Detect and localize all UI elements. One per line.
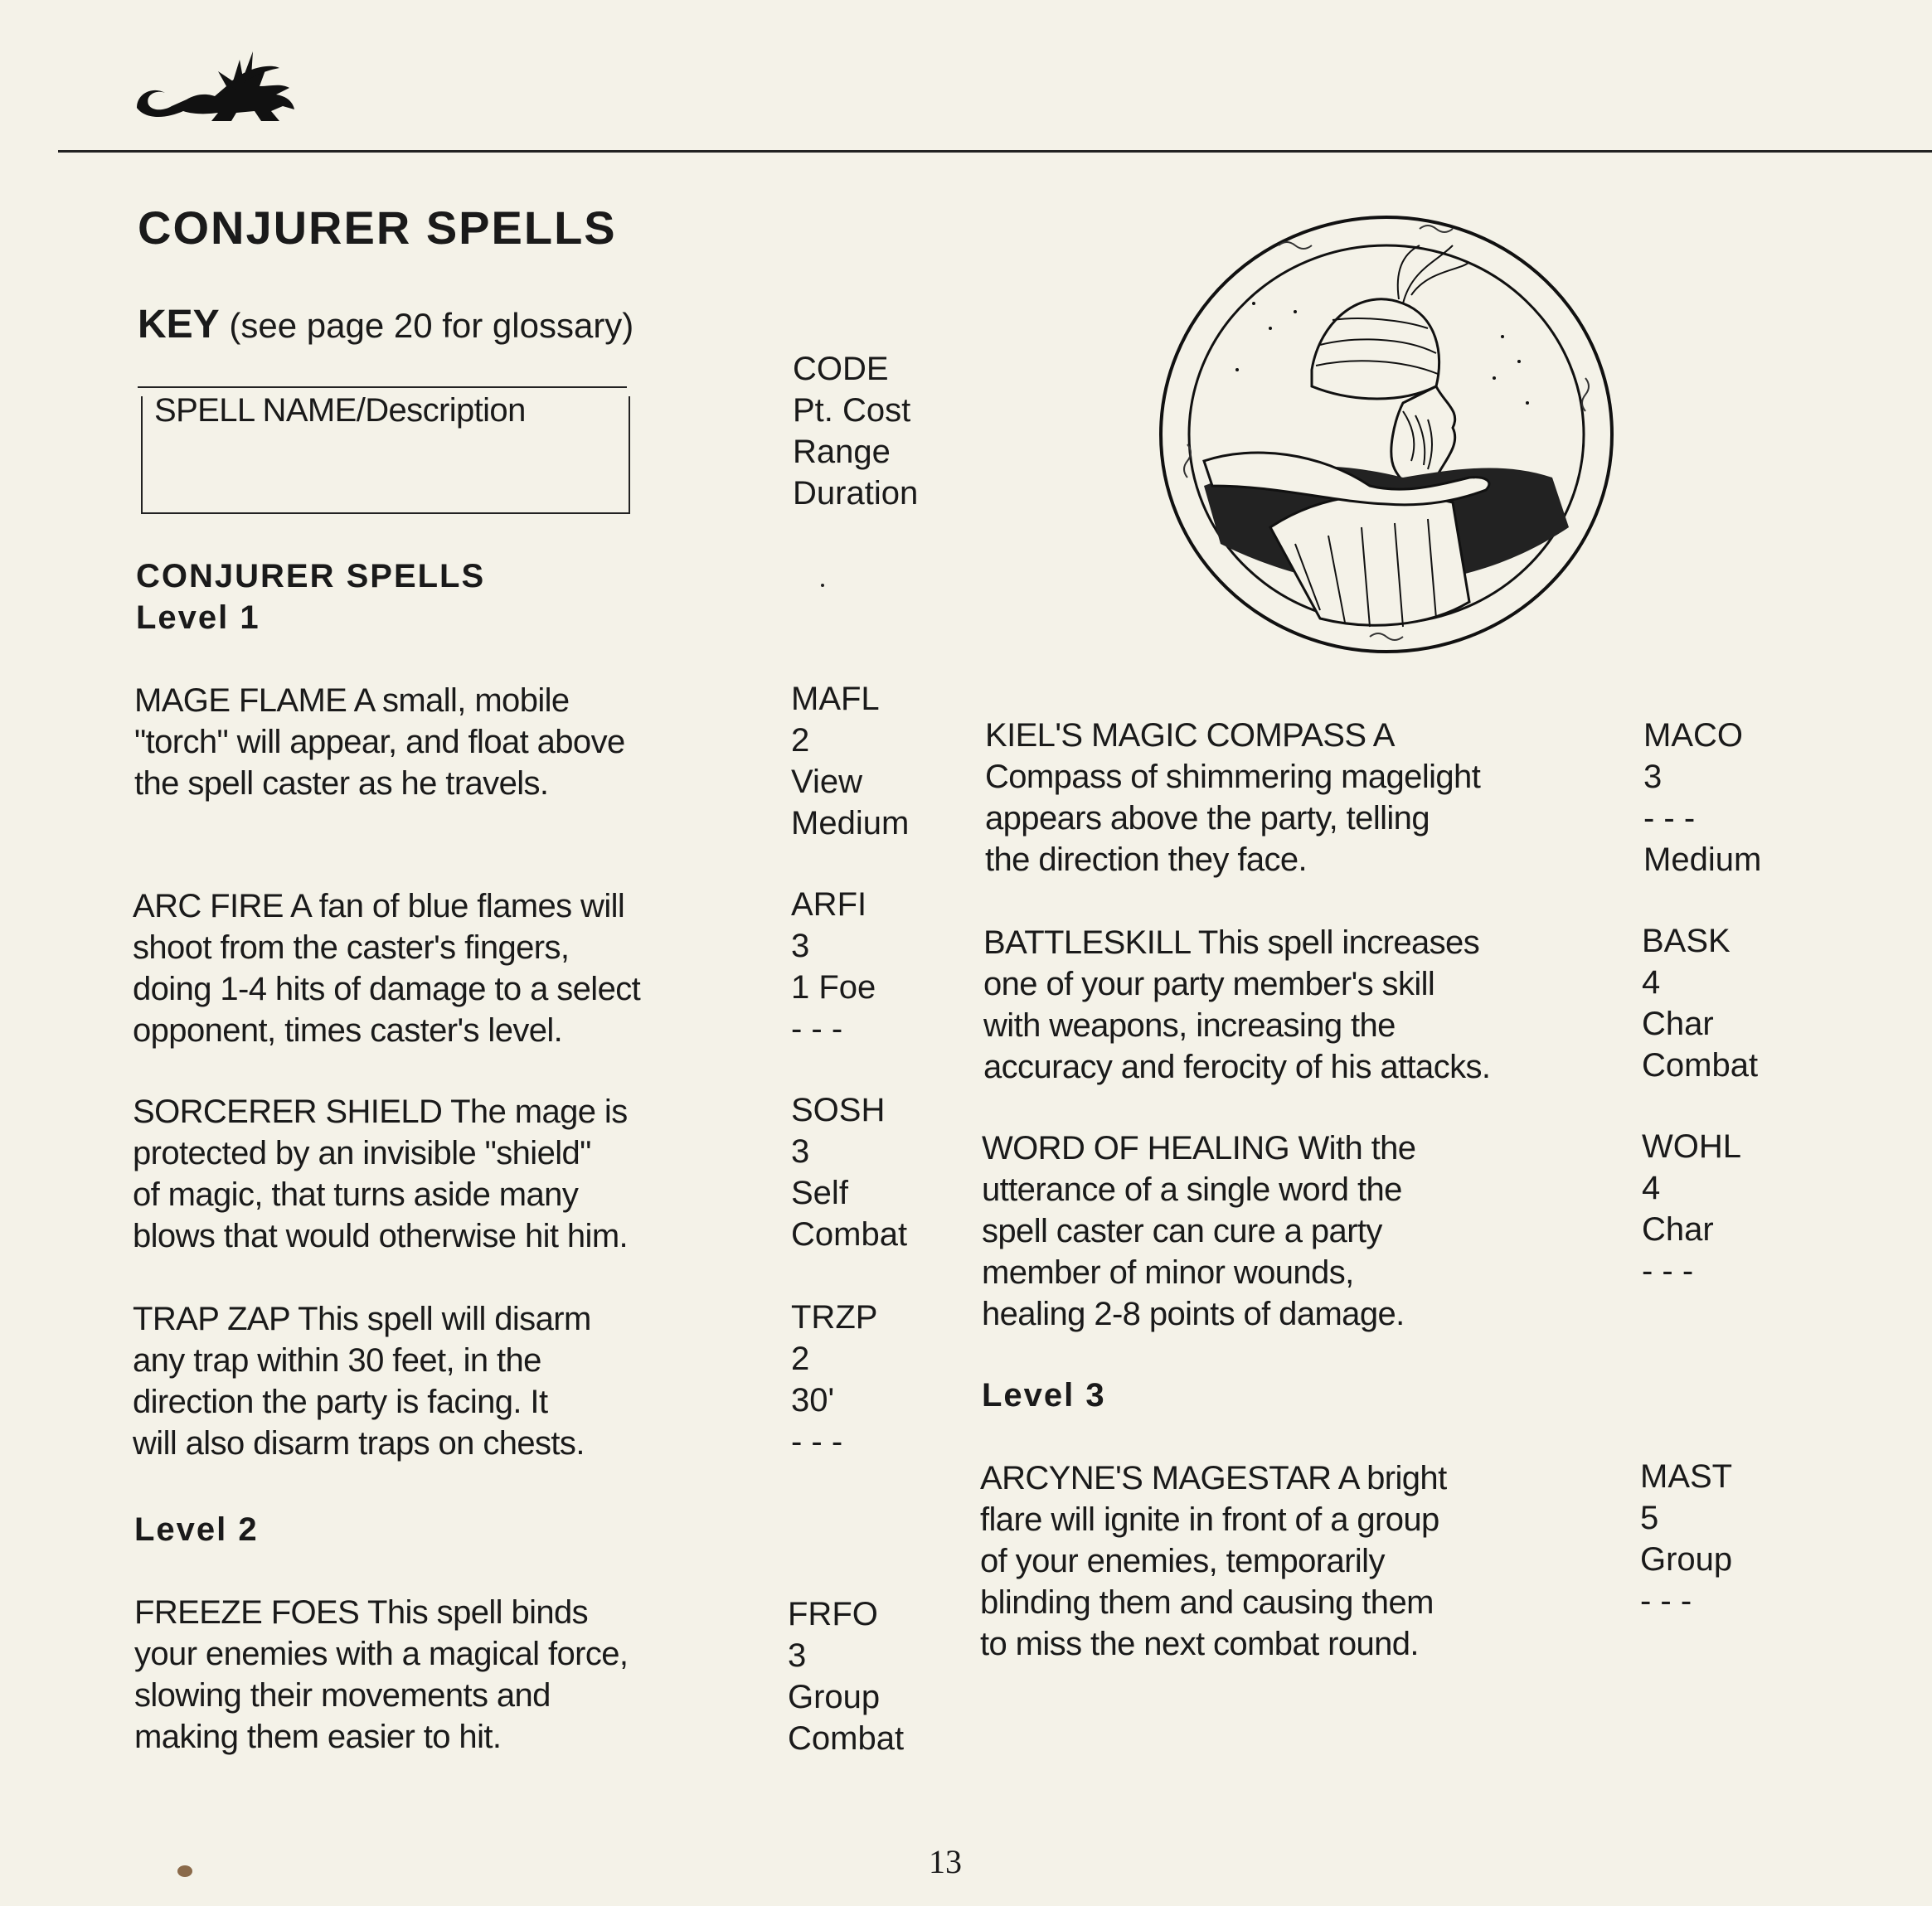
dragon-logo-icon xyxy=(129,35,299,126)
spell-desc-line: WORD OF HEALING With the xyxy=(982,1130,1416,1166)
spell-desc xyxy=(985,715,1480,880)
spell-stat-value: 3 xyxy=(791,928,810,964)
spell-desc-line: ARCYNE'S MAGESTAR A bright xyxy=(980,1460,1447,1496)
key-note: (see page 20 for glossary) xyxy=(229,306,634,345)
paper-stain xyxy=(177,1865,192,1877)
spell-stat-value: MACO xyxy=(1643,717,1743,754)
spell-stats xyxy=(1642,920,1758,1086)
code-field: Range xyxy=(793,434,891,470)
spell-stat-value: Combat xyxy=(788,1720,905,1757)
spell-stat-value: - - - xyxy=(1640,1583,1692,1619)
spell-stats xyxy=(791,1089,907,1255)
spell-stat-value: Medium xyxy=(791,805,910,841)
spell-desc-line: KIEL'S MAGIC COMPASS A xyxy=(985,717,1395,754)
spell-desc-line: the spell caster as he travels. xyxy=(134,765,549,802)
spell-stat-value: - - - xyxy=(1642,1253,1694,1289)
spell-desc xyxy=(983,922,1490,1088)
spell-desc xyxy=(133,1091,628,1257)
spell-desc-line: BATTLESKILL This spell increases xyxy=(983,924,1480,961)
header-rule xyxy=(58,150,1932,153)
spell-desc xyxy=(982,1128,1415,1335)
spell-stat-value: WOHL xyxy=(1642,1128,1741,1165)
spell-desc-line: member of minor wounds, xyxy=(982,1254,1354,1291)
spell-desc-line: shoot from the caster's fingers, xyxy=(133,929,570,966)
spell-stat-value: Char xyxy=(1642,1211,1714,1248)
level-1-heading: Level 1 xyxy=(136,599,260,636)
spell-desc-line: protected by an invisible "shield" xyxy=(133,1135,591,1171)
page-number: 13 xyxy=(929,1843,962,1880)
spell-stat-value: 30' xyxy=(791,1382,835,1419)
spell-desc-line: slowing their movements and xyxy=(134,1677,551,1714)
spell-desc-line: the direction they face. xyxy=(985,841,1308,878)
code-field: Pt. Cost xyxy=(793,392,911,429)
spell-desc-line: one of your party member's skill xyxy=(983,966,1435,1002)
key-box-left xyxy=(141,396,143,514)
spell-desc-line: direction the party is facing. It xyxy=(133,1384,548,1420)
spell-stat-value: 2 xyxy=(791,1341,810,1377)
spell-stat-value: 4 xyxy=(1642,1170,1661,1206)
spell-stat-value: 2 xyxy=(791,722,810,759)
spell-stat-value: MAFL xyxy=(791,681,880,717)
spell-desc-line: Compass of shimmering magelight xyxy=(985,759,1481,795)
spell-desc-line: blows that would otherwise hit him. xyxy=(133,1218,629,1254)
spell-stats xyxy=(1640,1456,1732,1622)
dot-mark xyxy=(821,584,824,587)
spell-stat-value: Group xyxy=(788,1679,881,1715)
spell-desc-line: healing 2-8 points of damage. xyxy=(982,1296,1405,1332)
spell-desc-line: any trap within 30 feet, in the xyxy=(133,1342,541,1379)
page-title: CONJURER SPELLS xyxy=(138,201,617,254)
key-code-fields xyxy=(793,348,918,514)
spell-stat-value: 1 Foe xyxy=(791,969,876,1006)
spell-stat-value: 5 xyxy=(1640,1500,1659,1536)
spell-desc-line: blinding them and causing them xyxy=(980,1584,1434,1621)
spell-desc-line: appears above the party, telling xyxy=(985,800,1430,837)
spell-stat-value: Self xyxy=(791,1175,848,1211)
conjurer-portrait-illustration xyxy=(1154,212,1619,657)
level-3-heading: Level 3 xyxy=(982,1377,1106,1414)
spell-desc-line: opponent, times caster's level. xyxy=(133,1012,563,1049)
spell-desc-line: doing 1-4 hits of damage to a select xyxy=(133,971,641,1007)
spell-stat-value: 3 xyxy=(788,1637,807,1674)
spell-desc-line: accuracy and ferocity of his attacks. xyxy=(983,1049,1491,1085)
spell-stat-value: Medium xyxy=(1643,841,1762,878)
spell-stat-value: 4 xyxy=(1642,964,1661,1001)
spell-stat-value: FRFO xyxy=(788,1596,878,1632)
spell-stat-value: - - - xyxy=(791,1423,843,1460)
key-box-label: SPELL NAME/Description xyxy=(154,392,526,429)
spell-desc xyxy=(134,1592,628,1758)
spell-desc-line: MAGE FLAME A small, mobile xyxy=(134,682,570,719)
spell-stat-value: 3 xyxy=(791,1133,810,1170)
spell-stat-value: TRZP xyxy=(791,1299,878,1336)
spell-desc xyxy=(134,680,625,804)
spell-desc-line: with weapons, increasing the xyxy=(983,1007,1396,1044)
spell-desc-line: TRAP ZAP This spell will disarm xyxy=(133,1301,591,1337)
key-box-top xyxy=(138,386,627,388)
spell-stat-value: 3 xyxy=(1643,759,1663,795)
spell-desc-line: making them easier to hit. xyxy=(134,1719,502,1755)
spell-stat-value: SOSH xyxy=(791,1092,886,1128)
spell-stat-value: BASK xyxy=(1642,923,1731,959)
spell-desc-line: to miss the next combat round. xyxy=(980,1626,1419,1662)
level-2-heading: Level 2 xyxy=(134,1511,259,1548)
spell-stat-value: MAST xyxy=(1640,1458,1733,1495)
spell-stats xyxy=(1642,1126,1741,1292)
spell-desc-line: spell caster can cure a party xyxy=(982,1213,1382,1249)
spell-stat-value: - - - xyxy=(791,1011,843,1047)
spell-desc xyxy=(980,1457,1447,1665)
spell-desc-line: ARC FIRE A fan of blue flames will xyxy=(133,888,625,924)
spell-stats xyxy=(788,1593,904,1759)
spell-desc-line: of magic, that turns aside many xyxy=(133,1176,579,1213)
spell-stat-value: View xyxy=(791,764,862,800)
key-box-bottom xyxy=(141,512,630,514)
spell-desc-line: FREEZE FOES This spell binds xyxy=(134,1594,589,1631)
key-box-right xyxy=(629,396,630,514)
spell-desc-line: SORCERER SHIELD The mage is xyxy=(133,1094,628,1130)
spell-stat-value: Combat xyxy=(1642,1047,1759,1084)
spell-desc-line: utterance of a single word the xyxy=(982,1171,1402,1208)
spell-stat-value: Combat xyxy=(791,1216,908,1253)
spell-desc-line: will also disarm traps on chests. xyxy=(133,1425,585,1462)
spell-stat-value: - - - xyxy=(1643,800,1696,837)
spell-stats xyxy=(791,1297,877,1462)
spell-desc-line: your enemies with a magical force, xyxy=(134,1636,629,1672)
spell-desc xyxy=(133,885,640,1051)
spell-desc xyxy=(133,1298,591,1464)
spell-stat-value: ARFI xyxy=(791,886,867,923)
spell-stats xyxy=(1643,715,1761,880)
spell-desc-line: flare will ignite in front of a group xyxy=(980,1501,1439,1538)
spell-desc-line: "torch" will appear, and float above xyxy=(134,724,625,760)
code-field: Duration xyxy=(793,475,919,512)
spell-stats xyxy=(791,678,909,844)
spell-desc-line: of your enemies, temporarily xyxy=(980,1543,1385,1579)
spell-stat-value: Group xyxy=(1640,1541,1733,1578)
key-label: KEY xyxy=(138,303,220,347)
spell-stat-value: Char xyxy=(1642,1006,1714,1042)
code-field: CODE xyxy=(793,351,889,387)
spell-stats xyxy=(791,884,876,1050)
section-title: CONJURER SPELLS xyxy=(136,558,486,594)
key-line xyxy=(138,302,633,347)
